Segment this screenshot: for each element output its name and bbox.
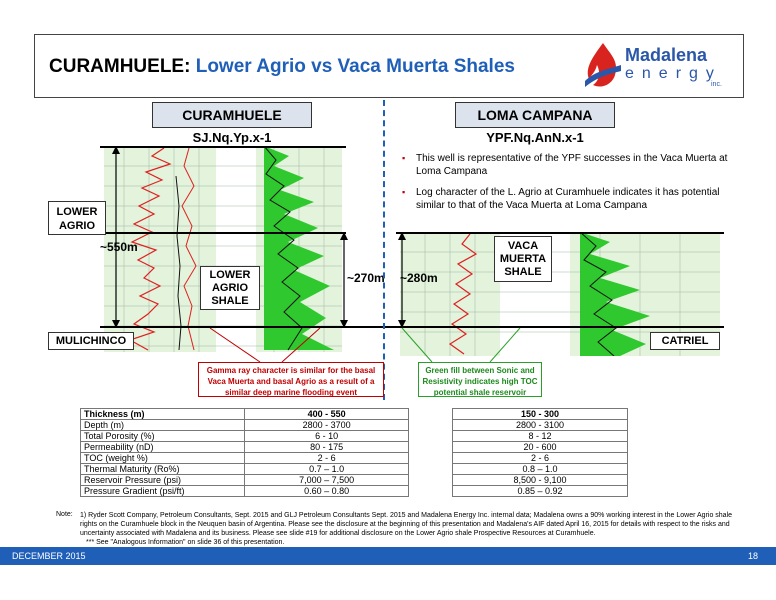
table-cell: 8 - 12 bbox=[452, 431, 627, 442]
table-gap bbox=[409, 409, 453, 420]
table-row bbox=[81, 453, 628, 464]
note-connectors bbox=[170, 320, 570, 366]
table-gap bbox=[409, 453, 453, 464]
thickness-label-270: ~270m bbox=[347, 271, 385, 285]
footnote-text-1: 1) Ryder Scott Company, Petroleum Consultants, Sept. 2015 and GLJ Petroleum Consultants Sept. 2015 and Madalena Energy Inc. internal data; Madalena owns a 90% working interest in the Lower Agrio shale rights on the Curamhuele block in the Neuquen basin of Argentina. Please see the disclosure at the beginning of this presentation and Madalena's AIF dated April 16, 2015 for details with respect to the risks and uncertainty associated with Madalena and its business. Please see slide #19 for additional disclosure on the Lower Agrio shale Prospective Resources at Curamhuele. bbox=[80, 512, 733, 537]
table-gap bbox=[409, 475, 453, 486]
gamma-ray-note: Gamma ray character is similar for the basal Vaca Muerta and basal Agrio as a result of a similar deep marine flooding event bbox=[198, 362, 384, 397]
well-id-loma-campana: YPF.Nq.AnN.x-1 bbox=[486, 130, 584, 145]
thickness-label-280: ~280m bbox=[400, 271, 438, 285]
table-cell: 8,500 - 9,100 bbox=[452, 475, 627, 486]
bullet-list bbox=[400, 152, 730, 220]
title-main: Lower Agrio vs Vaca Muerta Shales bbox=[190, 56, 515, 77]
logo-word-madalena: Madalena bbox=[625, 45, 708, 65]
footer-date: DECEMBER 2015 bbox=[12, 551, 86, 561]
table-cell: 2 - 6 bbox=[452, 453, 627, 464]
property-comparison-table bbox=[80, 408, 628, 497]
table-gap bbox=[409, 486, 453, 497]
table-cell: 0.8 – 1.0 bbox=[452, 464, 627, 475]
table-cell: 150 - 300 bbox=[452, 409, 627, 420]
footer-bar bbox=[0, 547, 776, 565]
table-cell: 0.85 – 0.92 bbox=[452, 486, 627, 497]
table-cell: TOC (weight %) bbox=[81, 453, 245, 464]
table-cell: 400 - 550 bbox=[245, 409, 409, 420]
thickness-arrow-550 bbox=[104, 146, 134, 328]
table-gap bbox=[409, 431, 453, 442]
well-box-loma-campana: LOMA CAMPANA bbox=[455, 102, 615, 128]
logo-word-energy: energy bbox=[625, 65, 722, 82]
table-cell: 20 - 600 bbox=[452, 442, 627, 453]
flame-icon bbox=[581, 41, 625, 93]
table-row bbox=[81, 486, 628, 497]
table-cell: Thickness (m) bbox=[81, 409, 245, 420]
label-vaca-muerta-shale: VACA MUERTA SHALE bbox=[494, 236, 552, 282]
table-cell: Total Porosity (%) bbox=[81, 431, 245, 442]
top-vaca-muerta-line bbox=[396, 232, 724, 234]
table-gap bbox=[409, 442, 453, 453]
well-box-curamhuele: CURAMHUELE bbox=[152, 102, 312, 128]
toc-fill-note: Green fill between Sonic and Resistivity indicates high TOC potential shale reservoir bbox=[418, 362, 542, 397]
logo-inc: inc. bbox=[711, 81, 722, 88]
table-row bbox=[81, 475, 628, 486]
bullet-item: ▪ Log character of the L. Agrio at Curamhuele indicates it has potential similar to that of the Vaca Muerta at Loma Campana bbox=[400, 186, 730, 212]
label-lower-agrio: LOWER AGRIO bbox=[48, 201, 106, 235]
table-row bbox=[81, 420, 628, 431]
label-lower-agrio-shale: LOWER AGRIO SHALE bbox=[200, 266, 260, 310]
table-cell: 0.7 – 1.0 bbox=[245, 464, 409, 475]
label-mulichinco: MULICHINCO bbox=[48, 332, 134, 350]
table-cell: Pressure Gradient (psi/ft) bbox=[81, 486, 245, 497]
table-cell: Thermal Maturity (Ro%) bbox=[81, 464, 245, 475]
table-cell: Reservoir Pressure (psi) bbox=[81, 475, 245, 486]
title-prefix: CURAMHUELE: bbox=[49, 56, 191, 77]
table-cell: 2800 - 3100 bbox=[452, 420, 627, 431]
table-row bbox=[81, 442, 628, 453]
top-lower-agrio-shale-line-left bbox=[100, 232, 346, 234]
table-cell: 2 - 6 bbox=[245, 453, 409, 464]
madalena-logo bbox=[581, 41, 727, 93]
footnote-text-2: *** See "Analogous Information" on slide 36 of this presentation. bbox=[86, 539, 285, 546]
table-cell: 80 - 175 bbox=[245, 442, 409, 453]
title-box bbox=[34, 34, 744, 98]
table-cell: 7,000 – 7,500 bbox=[245, 475, 409, 486]
table-cell: Depth (m) bbox=[81, 420, 245, 431]
footnote-label: Note: bbox=[56, 511, 73, 518]
label-catriel: CATRIEL bbox=[650, 332, 720, 350]
table-cell: 0.60 – 0.80 bbox=[245, 486, 409, 497]
table-cell: 6 - 10 bbox=[245, 431, 409, 442]
table-cell: 2800 - 3700 bbox=[245, 420, 409, 431]
slide-title bbox=[49, 56, 515, 78]
top-lower-agrio-line bbox=[100, 146, 346, 148]
footnote-text bbox=[80, 511, 740, 547]
table-gap bbox=[409, 464, 453, 475]
table-row bbox=[81, 464, 628, 475]
page-number: 18 bbox=[747, 551, 758, 561]
table-row bbox=[81, 431, 628, 442]
table-row bbox=[81, 409, 628, 420]
table-cell: Permeability (nD) bbox=[81, 442, 245, 453]
table-gap bbox=[409, 420, 453, 431]
bullet-item: ▪ This well is representative of the YPF successes in the Vaca Muerta at Loma Campana bbox=[400, 152, 730, 178]
thickness-label-550: ~550m bbox=[100, 240, 138, 254]
well-id-curamhuele: SJ.Nq.Yp.x-1 bbox=[192, 130, 272, 145]
